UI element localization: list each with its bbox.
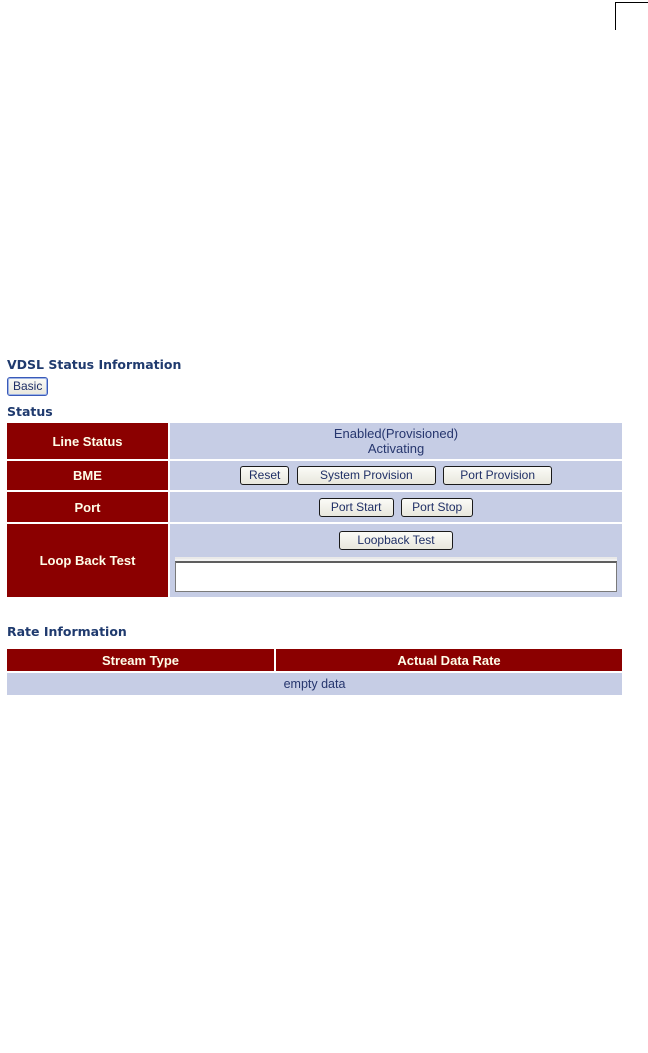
status-section-title: Status [7,404,53,419]
bme-label: BME [7,461,168,490]
loopback-inner [170,527,622,595]
page-title: VDSL Status Information [7,357,182,372]
rate-header-row [7,649,622,671]
page-corner-mark [615,2,648,30]
loopback-result-frame [175,557,617,592]
stream-type-header: Stream Type [7,649,274,671]
line-status-row [7,423,622,459]
port-actions [170,492,622,522]
vdsl-status-panel [7,356,624,697]
port-start-button[interactable]: Port Start [319,498,394,517]
actual-data-rate-header: Actual Data Rate [276,649,622,671]
line-status-label: Line Status [7,423,168,459]
bme-actions [170,461,622,490]
loopback-row [7,524,622,597]
basic-button[interactable]: Basic [7,377,48,396]
basic-button-wrap [7,377,624,397]
reset-button[interactable]: Reset [240,466,289,485]
rate-section-title: Rate Information [7,624,127,639]
line-status-state: Enabled(Provisioned) [333,426,459,441]
system-provision-button[interactable]: System Provision [297,466,436,485]
loopback-result-field[interactable] [175,561,617,592]
port-label: Port [7,492,168,522]
rate-table [5,647,624,697]
loopback-cell [170,524,622,597]
port-stop-button[interactable]: Port Stop [401,498,473,517]
port-provision-button[interactable]: Port Provision [443,466,552,485]
loopback-label: Loop Back Test [7,524,168,597]
line-status-value [170,423,622,459]
port-row [7,492,622,522]
empty-data-message: empty data [7,673,622,695]
loopback-test-button[interactable]: Loopback Test [339,531,452,550]
status-table [5,421,624,599]
line-status-activity: Activating [367,441,425,456]
bme-row [7,461,622,490]
rate-empty-row [7,673,622,695]
